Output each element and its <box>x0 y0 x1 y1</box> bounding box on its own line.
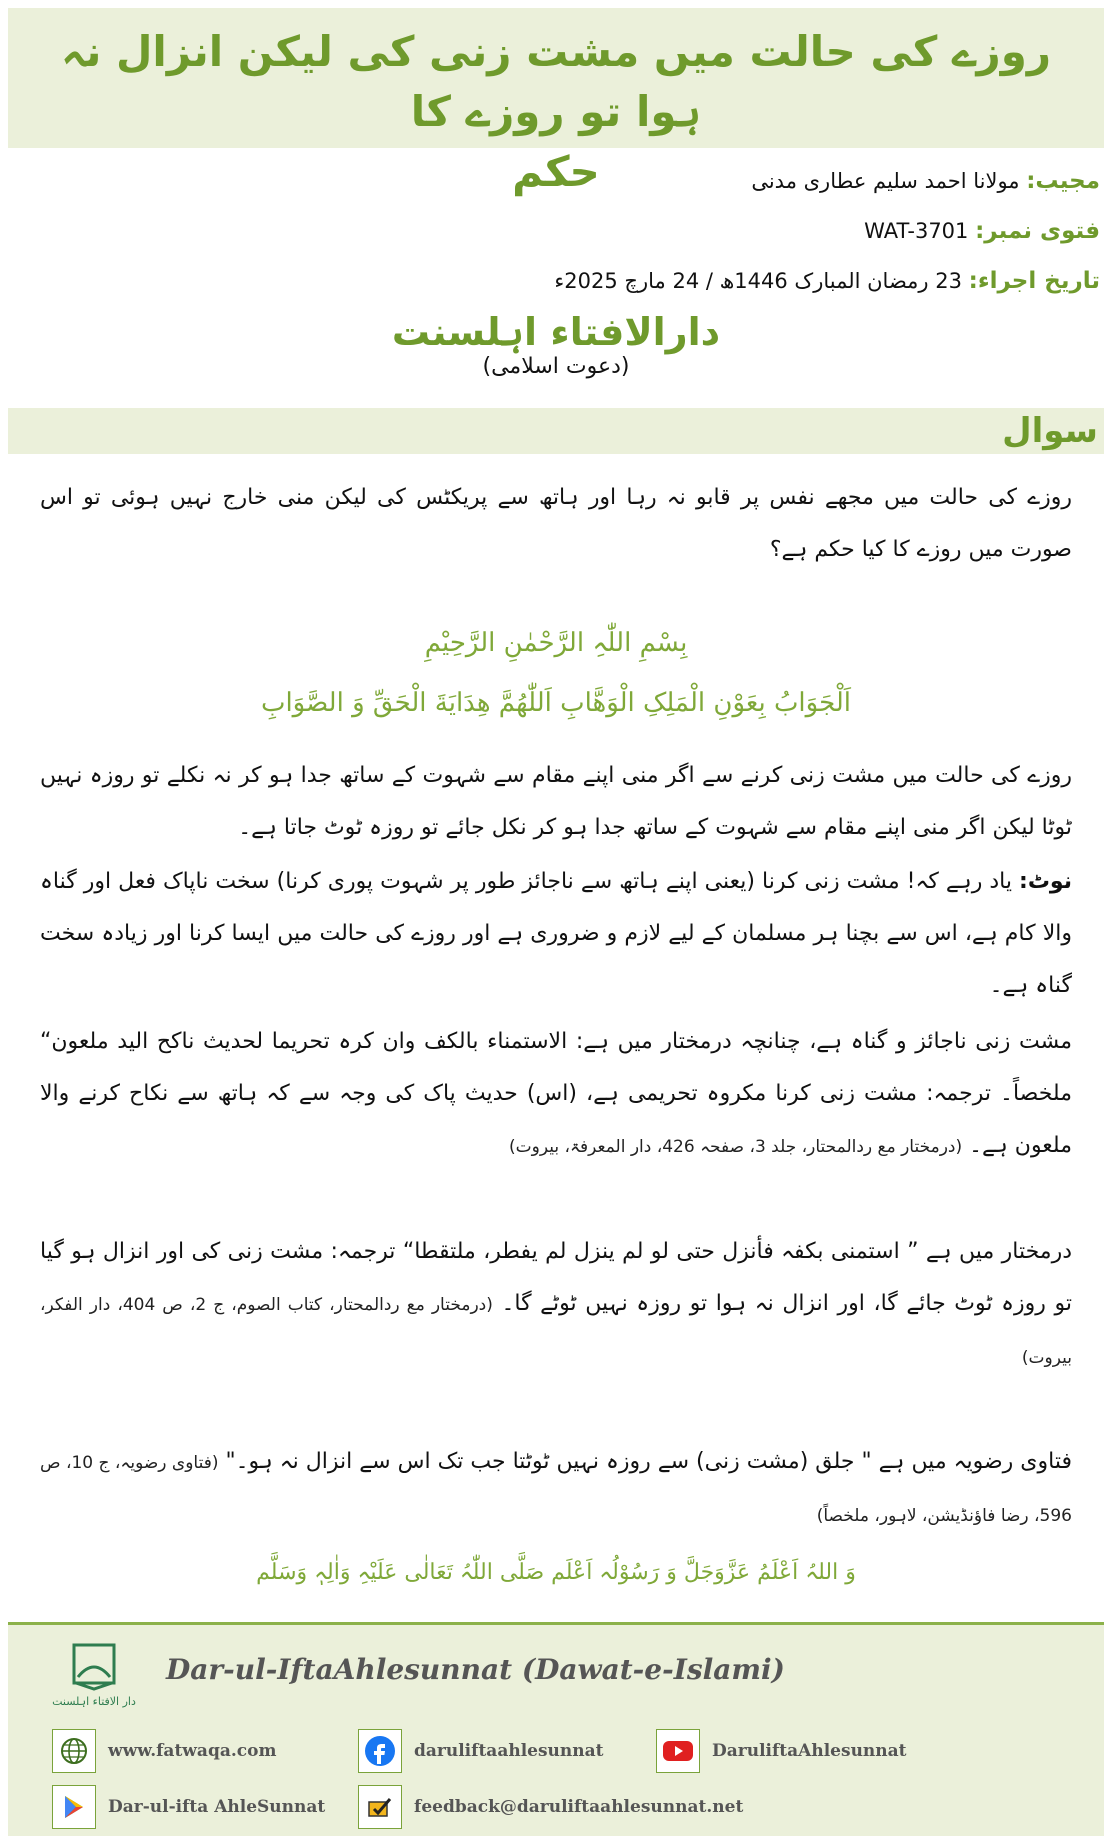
question-section-bar <box>8 408 1104 454</box>
reference-durr-mukhtar-2: (درمختار مع ردالمحتار، کتاب الصوم، ج 2، ص 404، دار الفکر، بیروت) <box>40 1295 1072 1368</box>
answer-paragraph-5-text: فتاوی رضویہ میں ہے " جلق (مشت زنی) سے روزہ نہیں ٹوٹتا جب تک اس سے انزال نہ ہو۔" <box>225 1449 1072 1474</box>
website-link[interactable] <box>52 1729 276 1773</box>
youtube-icon <box>656 1729 700 1773</box>
issue-date-value: 23 رمضان المبارک 1446ھ / 24 مارچ 2025ء <box>554 269 962 293</box>
note-label: نوٹ: <box>1019 869 1072 894</box>
page-title-line-1: روزے کی حالت میں مشت زنی کی لیکن انزال نہ ہوا تو روزے کا <box>60 27 1051 136</box>
answer-paragraph-1: روزے کی حالت میں مشت زنی کرنے سے اگر منی اپنے مقام سے شہوت کے ساتھ جدا ہو کر نہ نکلے تو روزہ نہیں ٹوٹا لیکن اگر منی اپنے مقام سے شہوت کے ساتھ جدا ہو کر نکل جائے تو روزہ ٹوٹ جاتا ہے۔ <box>40 763 1072 840</box>
note-paragraph <box>40 856 1072 1012</box>
feedback-link[interactable] <box>358 1785 743 1829</box>
closing-phrase: وَ اللہُ اَعْلَمُ عَزَّوَجَلَّ وَ رَسُوْلُہ اَعْلَم صَلَّی اللّٰہُ تَعَالٰی عَلَیْہِ وَاٰلِہٖ وَسَلَّم <box>256 1560 856 1585</box>
dar-ul-ifta-name: دارالافتاء اہلسنت <box>391 310 721 354</box>
mujeeb-label: مجیب: <box>1026 168 1100 194</box>
note-text: یاد رہے کہ! مشت زنی کرنا (یعنی اپنے ہاتھ سے ناجائز طور پر شہوت پوری کرنا) سخت ناپاک فعل اور گناہ والا کام ہے، اس سے بچنا ہر مسلمان کے لیے لازم و ضروری ہے اور روزے کی حالت میں ایسا کرنا اور زیادہ سخت گناہ ہے۔ <box>40 869 1072 998</box>
globe-icon <box>52 1729 96 1773</box>
dawat-e-islami-sub: (دعوت اسلامی) <box>482 354 630 379</box>
youtube-link[interactable] <box>656 1729 907 1773</box>
reference-durr-mukhtar-1: (درمختار مع ردالمحتار، جلد 3، صفحہ 426، دار المعرفۃ، بیروت) <box>509 1137 963 1157</box>
question-heading: سوال <box>1002 411 1098 451</box>
fatwa-number-value: WAT-3701 <box>864 219 969 243</box>
playstore-link[interactable] <box>52 1785 325 1829</box>
answer-paragraph-3 <box>40 1016 1072 1173</box>
dar-ul-ifta-logo <box>52 1641 136 1717</box>
mujeeb-value: مولانا احمد سلیم عطاری مدنی <box>751 169 1020 193</box>
answer-paragraph-5 <box>40 1436 1072 1542</box>
logo-caption: دار الافتاء اہلسنت <box>52 1695 136 1708</box>
answer-paragraph-4-text: درمختار میں ہے ” استمنی بکفہ فأنزل حتی لو لم ینزل لم یفطر، ملتقطا“ ترجمہ: مشت زنی کی اور انزال ہو گیا تو روزہ ٹوٹ جائے گا، اور انزال نہ ہوا تو روزہ نہیں ٹوٹے گا۔ <box>40 1239 1072 1316</box>
mujeeb-row <box>751 168 1100 194</box>
play-store-icon <box>52 1785 96 1829</box>
feedback-text: feedback@daruliftaahlesunnat.net <box>414 1797 744 1817</box>
issue-date-label: تاریخ اجراء: <box>968 268 1100 294</box>
answer-paragraph-4 <box>40 1226 1072 1384</box>
feedback-icon <box>358 1785 402 1829</box>
dar-ul-ifta-heading <box>0 310 1112 379</box>
website-text: www.fatwaqa.com <box>108 1741 277 1761</box>
facebook-text: daruliftaahlesunnat <box>414 1741 604 1761</box>
facebook-link[interactable] <box>358 1729 603 1773</box>
answer-paragraph-3-text: مشت زنی ناجائز و گناہ ہے، چنانچہ درمختار میں ہے: الاستمناء بالکف وان کرہ تحریما لحدیث ناکح الید ملعون“ ملخصاً۔ ترجمہ: مشت زنی کرنا مکروہ تحریمی ہے، (اس) حدیث پاک کی وجہ سے کہ ہاتھ سے نکاح کرنے والا ملعون ہے۔ <box>40 1029 1072 1158</box>
footer-brand: Dar-ul-IftaAhlesunnat (Dawat-e-Islami) <box>166 1653 785 1686</box>
jawab-opening: اَلْجَوَابُ بِعَوْنِ الْمَلِکِ الْوَهَّابِ اَللّٰهُمَّ هِدَايَةَ الْحَقِّ وَ الصَّوَابِ <box>260 688 851 718</box>
footer <box>8 1622 1104 1836</box>
issue-date-row <box>554 268 1100 294</box>
playstore-text: Dar-ul-ifta AhleSunnat <box>108 1797 326 1817</box>
question-text: روزے کی حالت میں مجھے نفس پر قابو نہ رہا اور ہاتھ سے پریکٹس کی لیکن منی خارج نہیں ہوئی تو اس صورت میں روزے کا کیا حکم ہے؟ <box>40 485 1072 562</box>
facebook-icon <box>358 1729 402 1773</box>
bismillah: بِسْمِ اللّٰہِ الرَّحْمٰنِ الرَّحِیْمِ <box>424 628 688 658</box>
reference-fatawa-razawiya: (فتاوی رضویہ، ج 10، ص 596، رضا فاؤنڈیشن، لاہور، ملخصاً) <box>40 1453 1072 1526</box>
fatwa-number-row <box>864 218 1100 244</box>
fatwa-number-label: فتوی نمبر: <box>975 218 1100 244</box>
page-title-line-2: حکم <box>512 147 600 196</box>
youtube-text: DaruliftaAhlesunnat <box>712 1741 907 1761</box>
